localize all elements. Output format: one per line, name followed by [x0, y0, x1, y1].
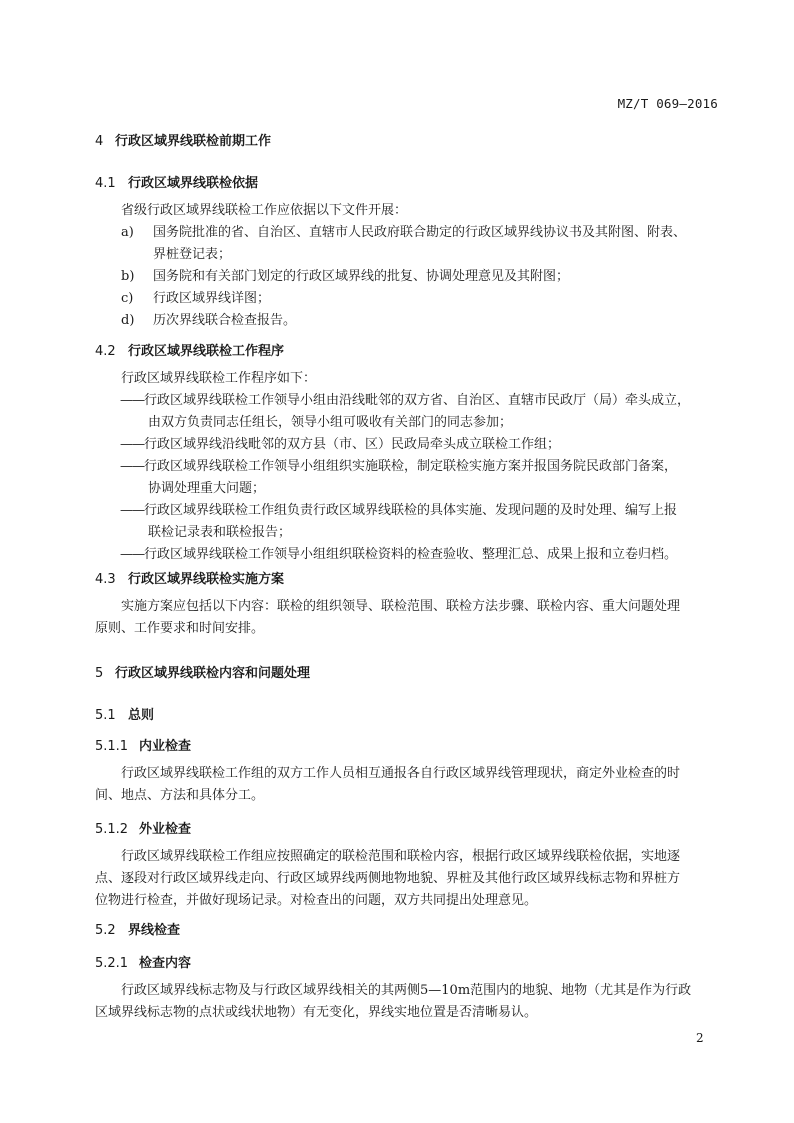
- heading-title: 行政区域界线联检前期工作: [115, 134, 272, 149]
- heading-title: 行政区域界线联检内容和问题处理: [115, 666, 311, 681]
- heading-title: 总则: [128, 708, 155, 723]
- list-text: 历次界线联合检查报告。: [153, 313, 297, 328]
- dash-text-continuation: 由双方负责同志任组长，领导小组可吸收有关部门的同志参加；: [148, 415, 513, 430]
- list-text-continuation: 界桩登记表；: [153, 247, 232, 262]
- dash-text-continuation: 联检记录表和联检报告；: [148, 525, 292, 540]
- paragraph-line: 点、逐段对行政区域界线走向、行政区域界线两侧地物地貌、界桩及其他行政区域界线标志物和界桩方: [95, 871, 681, 886]
- heading-number: 4: [95, 134, 104, 149]
- dash-marker: ——: [120, 547, 144, 562]
- heading-title: 外业检查: [139, 822, 192, 837]
- dash-marker: ——: [120, 437, 144, 452]
- heading-4-3: [95, 568, 284, 587]
- heading-number: 5.2.1: [95, 956, 129, 971]
- heading-number: 4.1: [95, 176, 116, 191]
- dash-item: [120, 390, 690, 412]
- dash-item: [120, 434, 560, 456]
- heading-4-1: [95, 172, 258, 191]
- heading-5-1: [95, 704, 154, 723]
- document-code: MZ/T 069—2016: [617, 96, 718, 111]
- dash-marker: ——: [120, 503, 144, 518]
- heading-5-2-1: [95, 952, 191, 971]
- heading-number: 5.1.1: [95, 739, 129, 754]
- heading-number: 5.1: [95, 708, 116, 723]
- heading-5-2: [95, 919, 180, 938]
- dash-item: [120, 544, 677, 566]
- heading-5: [95, 662, 310, 681]
- heading-number: 5.2: [95, 923, 116, 938]
- dash-marker: ——: [120, 459, 144, 474]
- heading-number: 5.1.2: [95, 822, 129, 837]
- dash-text: 行政区域界线联检工作领导小组组织实施联检，制定联检实施方案并报国务院民政部门备案，: [144, 459, 678, 474]
- heading-title: 内业检查: [139, 739, 192, 754]
- list-text: 行政区域界线详图；: [153, 291, 271, 306]
- dash-text: 行政区域界线联检工作领导小组由沿线毗邻的双方省、自治区、直辖市民政厅（局）牵头成立，: [144, 393, 691, 408]
- paragraph-line: 位物进行检查，并做好现场记录。对检查出的问题，双方共同提出处理意见。: [95, 893, 538, 908]
- heading-5-1-1: [95, 735, 191, 754]
- dash-text: 行政区域界线联检工作组负责行政区域界线联检的具体实施、发现问题的及时处理、编写上报: [144, 503, 678, 518]
- heading-4-2: [95, 340, 284, 359]
- paragraph-line: 原则、工作要求和时间安排。: [95, 621, 265, 636]
- paragraph-line: 行政区域界线联检工作组的双方工作人员相互通报各自行政区域界线管理现状，商定外业检查的时: [121, 766, 681, 781]
- heading-number: 4.2: [95, 344, 116, 359]
- list-text: 国务院和有关部门划定的行政区域界线的批复、协调处理意见及其附图；: [153, 269, 570, 284]
- heading-title: 检查内容: [139, 956, 192, 971]
- heading-title: 行政区域界线联检实施方案: [128, 572, 285, 587]
- heading-title: 界线检查: [128, 923, 181, 938]
- dash-text-continuation: 协调处理重大问题；: [148, 481, 266, 496]
- heading-number: 4.3: [95, 572, 116, 587]
- heading-5-1-2: [95, 818, 191, 837]
- dash-text: 行政区域界线沿线毗邻的双方县（市、区）民政局牵头成立联检工作组；: [144, 437, 561, 452]
- heading-title: 行政区域界线联检依据: [128, 176, 259, 191]
- paragraph-line: 行政区域界线联检工作组应按照确定的联检范围和联检内容，根据行政区域界线联检依据，实地逐: [121, 849, 681, 864]
- paragraph-line: 行政区域界线标志物及与行政区域界线相关的其两侧5—10m范围内的地貌、地物（尤其是作为行政: [121, 983, 692, 998]
- list-text: 国务院批准的省、自治区、直辖市人民政府联合勘定的行政区域界线协议书及其附图、附表、: [153, 225, 687, 240]
- page-number: 2: [696, 1031, 704, 1045]
- paragraph: 省级行政区域界线联检工作应依据以下文件开展：: [121, 203, 408, 218]
- paragraph: 行政区域界线联检工作程序如下：: [121, 371, 317, 386]
- heading-title: 行政区域界线联检工作程序: [128, 344, 285, 359]
- list-label: c): [121, 291, 134, 306]
- dash-marker: ——: [120, 393, 144, 408]
- paragraph-line: 实施方案应包括以下内容：联检的组织领导、联检范围、联检方法步骤、联检内容、重大问题处理: [121, 599, 681, 614]
- paragraph-line: 区域界线标志物的点状或线状地物）有无变化，界线实地位置是否清晰易认。: [95, 1005, 538, 1020]
- list-label: b): [121, 269, 135, 284]
- list-label: d): [121, 313, 135, 328]
- heading-number: 5: [95, 666, 104, 681]
- heading-4: [95, 130, 271, 149]
- dash-item: [120, 456, 677, 478]
- paragraph-line: 间、地点、方法和具体分工。: [95, 788, 265, 803]
- dash-text: 行政区域界线联检工作领导小组组织联检资料的检查验收、整理汇总、成果上报和立卷归档。: [144, 547, 678, 562]
- dash-item: [120, 500, 677, 522]
- list-label: a): [121, 225, 134, 240]
